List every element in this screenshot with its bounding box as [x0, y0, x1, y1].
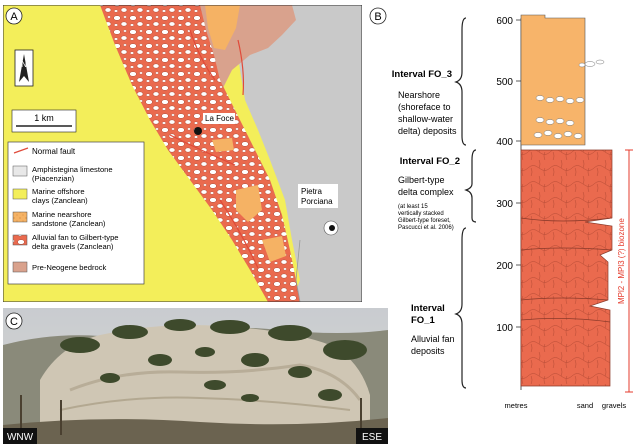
tick-label-200: 200 [496, 261, 513, 272]
interval-braces [456, 18, 476, 388]
map-legend [8, 142, 144, 284]
legend-gravels-line1: Alluvial fan to Gilbert-type [32, 233, 119, 242]
scale-bar [12, 110, 76, 132]
legend-swatch-gravels [13, 235, 27, 245]
ese-label: ESE [361, 432, 383, 443]
legend-sandstone-line2: sandstone (Zanclean) [32, 219, 106, 228]
legend-fault-label: Normal fault [32, 147, 76, 156]
fo3-line2: (shoreface to [398, 102, 451, 112]
legend-gravels-line2: delta gravels (Zanclean) [32, 242, 114, 251]
tick-label-300: 300 [496, 199, 513, 210]
tick-label-100: 100 [496, 323, 513, 334]
panel-label-b-text: B [374, 11, 382, 23]
tick-label-500: 500 [496, 77, 513, 88]
legend-swatch-limestone [13, 166, 27, 176]
photo-orientation-left [3, 428, 37, 444]
fo3-title: Interval FO_3 [391, 69, 452, 80]
fo3-line4: delta) deposits [398, 126, 457, 136]
fo2-note4: Pascucci et al. 2006) [398, 225, 454, 231]
fo3-line1: Nearshore [398, 90, 441, 100]
legend-swatch-clays [13, 189, 27, 199]
xlabel-gravels: gravels [601, 401, 627, 410]
xlabel-sand: sand [576, 401, 594, 410]
panel-label-a [6, 8, 22, 24]
la-foce-label: La Foce [205, 114, 234, 123]
fo2-title: Interval FO_2 [399, 156, 460, 167]
legend-limestone-line2: (Piacenzian) [32, 174, 75, 183]
legend-limestone-line1: Amphistegina limestone [32, 165, 113, 174]
pietra-label: Pietra [301, 187, 322, 196]
fo3-sand-column [521, 15, 585, 145]
north-arrow-icon [15, 50, 33, 86]
scale-label: 1 km [34, 113, 54, 123]
wnw-label: WNW [6, 432, 34, 443]
legend-bedrock-label: Pre-Neogene bedrock [32, 263, 107, 272]
fo2-line1: Gilbert-type [398, 175, 445, 185]
legend-sandstone-line1: Marine nearshore [32, 210, 92, 219]
tick-label-600: 600 [496, 16, 513, 27]
stratigraphic-log [370, 8, 633, 410]
xlabel-metres: metres [504, 401, 528, 410]
porciana-label: Porciana [301, 197, 333, 206]
legend-swatch-sandstone [13, 212, 27, 222]
biozone-bar [617, 150, 633, 392]
gravel-column [521, 150, 612, 386]
fo2-note3: Gilbert-type foreset, [398, 218, 451, 224]
panel-label-c-text: C [10, 316, 18, 328]
fo1-line2: deposits [411, 346, 445, 356]
tick-label-400: 400 [496, 137, 513, 148]
pietra-marker-icon [329, 225, 335, 231]
fo1-title1: Interval [411, 303, 445, 314]
outcrop-photo [3, 308, 388, 444]
fo2-note1: (at least 15 [398, 204, 428, 210]
north-label: N [21, 60, 27, 69]
fo1-line1: Alluvial fan [411, 334, 455, 344]
la-foce-marker-icon [194, 127, 202, 135]
legend-clays-line1: Marine offshore [32, 187, 85, 196]
legend-clays-line2: clays (Zanclean) [32, 196, 88, 205]
panel-label-c [6, 313, 22, 329]
sandstone-patch [212, 138, 234, 152]
panel-label-a-text: A [10, 11, 18, 23]
fo2-note2: vertically stacked [398, 211, 444, 217]
panel-label-b [370, 8, 386, 24]
fo2-line2: delta complex [398, 187, 454, 197]
legend-swatch-bedrock [13, 262, 27, 272]
photo-orientation-right [356, 428, 388, 444]
biozone-label: MPl2 - MPl3 (?) biozone [617, 218, 626, 304]
fo1-title2: FO_1 [411, 315, 435, 326]
log-ticks [496, 16, 521, 334]
fo3-line3: shallow-water [398, 114, 454, 124]
